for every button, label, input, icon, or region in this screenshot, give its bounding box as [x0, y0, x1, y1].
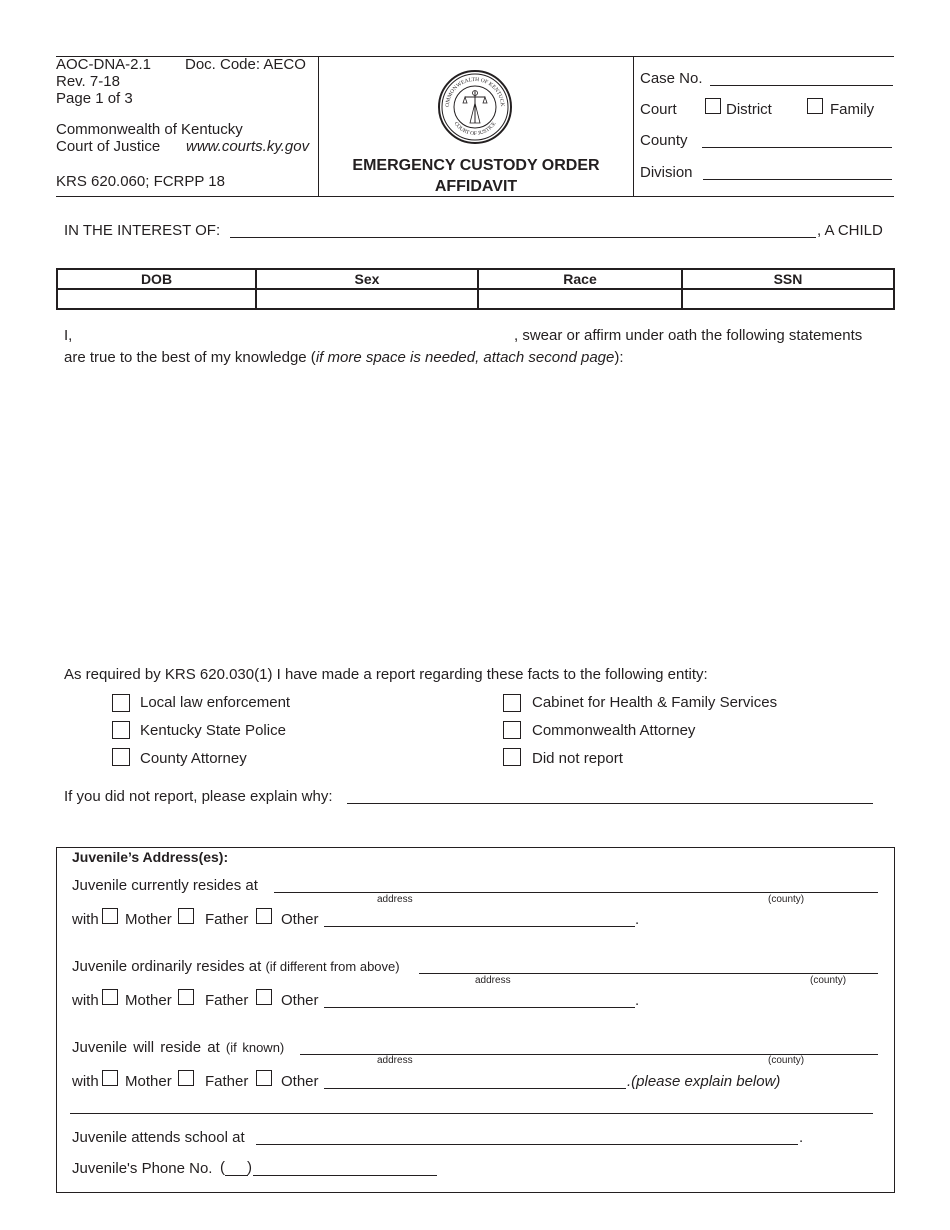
statute-ref: KRS 620.060; FCRPP 18 [56, 173, 225, 190]
county-caption: (county) [810, 975, 847, 986]
please-explain-label: .(please explain below) [627, 1073, 781, 1090]
svg-text:COMMONWEALTH OF KENTUCKY: OMMONWEALTH OF KENTUCK [444, 76, 506, 108]
ordinary-address-field[interactable] [419, 973, 878, 974]
court-name: Court of Justice [56, 138, 161, 155]
ordinary-mother-checkbox[interactable] [102, 989, 118, 1005]
county-attorney-checkbox[interactable] [112, 748, 130, 766]
oath-suffix: , swear or affirm under oath the following statements [514, 327, 863, 344]
county-attorney-label: County Attorney [140, 750, 247, 767]
county-label: County [640, 132, 688, 149]
current-other-checkbox[interactable] [256, 908, 272, 924]
address-caption: address [475, 975, 511, 986]
with-label: with [72, 1073, 99, 1090]
with-label: with [72, 911, 99, 928]
period: . [635, 911, 640, 928]
explain-below-field[interactable] [70, 1113, 873, 1114]
website-link: www.courts.ky.gov [186, 138, 310, 155]
current-label: Juvenile currently resides at [72, 877, 258, 894]
county-caption: (county) [768, 894, 805, 905]
court-seal-icon [437, 69, 513, 145]
did-not-report-checkbox[interactable] [503, 748, 521, 766]
division-label: Division [640, 164, 693, 181]
division-field[interactable] [703, 179, 892, 180]
period: . [799, 1129, 804, 1146]
will-other-checkbox[interactable] [256, 1070, 272, 1086]
race-cell[interactable] [478, 289, 682, 309]
sex-cell[interactable] [256, 289, 478, 309]
area-code-close: ) [247, 1159, 252, 1176]
district-label: District [726, 101, 772, 118]
state-police-label: Kentucky State Police [140, 722, 286, 739]
family-label: Family [830, 101, 875, 118]
will-other-field[interactable] [324, 1088, 626, 1089]
phone-field[interactable] [253, 1175, 437, 1176]
case-no-field[interactable] [710, 85, 893, 86]
form-subtitle: AFFIDAVIT [434, 178, 518, 195]
form-title: EMERGENCY CUSTODY ORDER [352, 157, 600, 174]
current-mother-checkbox[interactable] [102, 908, 118, 924]
svg-text:COURT OF JUSTICE: COURT OF JUSTICE [452, 120, 498, 138]
other-label: Other [281, 911, 319, 928]
school-label: Juvenile attends school at [72, 1129, 245, 1146]
county-field[interactable] [702, 147, 892, 148]
dob-cell[interactable] [57, 289, 256, 309]
father-label: Father [205, 992, 249, 1009]
case-no-label: Case No. [640, 70, 703, 87]
form-code: AOC-DNA-2.1 [56, 56, 152, 73]
local-law-checkbox[interactable] [112, 694, 130, 712]
current-other-field[interactable] [324, 926, 635, 927]
current-address-field[interactable] [274, 892, 878, 893]
family-checkbox[interactable] [807, 98, 823, 114]
commonwealth-attorney-label: Commonwealth Attorney [532, 722, 696, 739]
will-mother-checkbox[interactable] [102, 1070, 118, 1086]
ordinary-other-field[interactable] [324, 1007, 635, 1008]
statement-area[interactable] [64, 372, 894, 652]
oath-prefix: I, [64, 327, 73, 344]
page-number: Page 1 of 3 [56, 90, 133, 107]
address-heading: Juvenile’s Address(es): [72, 849, 229, 865]
report-intro: As required by KRS 620.030(1) I have made a report regarding these facts to the following entity: [64, 666, 708, 683]
oath-line2: are true to the best of my knowledge (if more space is needed, attach second page): [64, 349, 624, 366]
demographics-table [56, 268, 895, 310]
ssn-cell[interactable] [682, 289, 894, 309]
mother-label: Mother [125, 992, 172, 1009]
other-label: Other [281, 992, 319, 1009]
revision: Rev. 7-18 [56, 73, 120, 90]
child-name-field[interactable] [230, 237, 816, 238]
court-label: Court [640, 101, 677, 118]
father-label: Father [205, 1073, 249, 1090]
cabinet-label: Cabinet for Health & Family Services [532, 694, 778, 711]
area-code-open: ( [220, 1159, 225, 1176]
ordinary-father-checkbox[interactable] [178, 989, 194, 1005]
address-caption: address [377, 1055, 413, 1066]
will-label: Juvenile will reside at (if known) [72, 1039, 285, 1056]
ordinary-label: Juvenile ordinarily resides at (if different from above) [72, 958, 400, 975]
phone-label: Juvenile's Phone No. [72, 1160, 213, 1177]
dob-header: DOB [57, 269, 256, 289]
state-name: Commonwealth of Kentucky [56, 121, 243, 138]
cabinet-checkbox[interactable] [503, 694, 521, 712]
area-code-field[interactable] [225, 1175, 248, 1176]
header-divider-left [318, 57, 319, 196]
commonwealth-attorney-checkbox[interactable] [503, 721, 521, 739]
period: . [635, 992, 640, 1009]
ordinary-other-checkbox[interactable] [256, 989, 272, 1005]
mother-label: Mother [125, 1073, 172, 1090]
child-suffix: , A CHILD [817, 222, 883, 239]
header-divider-right [633, 57, 634, 196]
mother-label: Mother [125, 911, 172, 928]
other-label: Other [281, 1073, 319, 1090]
school-field[interactable] [256, 1144, 798, 1145]
address-caption: address [377, 894, 413, 905]
district-checkbox[interactable] [705, 98, 721, 114]
doc-code: Doc. Code: AECO [185, 56, 306, 73]
father-label: Father [205, 911, 249, 928]
explain-field[interactable] [347, 803, 873, 804]
interest-label: IN THE INTEREST OF: [64, 222, 221, 239]
sex-header: Sex [256, 269, 478, 289]
current-father-checkbox[interactable] [178, 908, 194, 924]
ssn-header: SSN [682, 269, 894, 289]
state-police-checkbox[interactable] [112, 721, 130, 739]
will-father-checkbox[interactable] [178, 1070, 194, 1086]
county-caption: (county) [768, 1055, 805, 1066]
explain-label: If you did not report, please explain why: [64, 788, 333, 805]
did-not-report-label: Did not report [532, 750, 623, 767]
with-label: with [72, 992, 99, 1009]
race-header: Race [478, 269, 682, 289]
local-law-label: Local law enforcement [140, 694, 291, 711]
